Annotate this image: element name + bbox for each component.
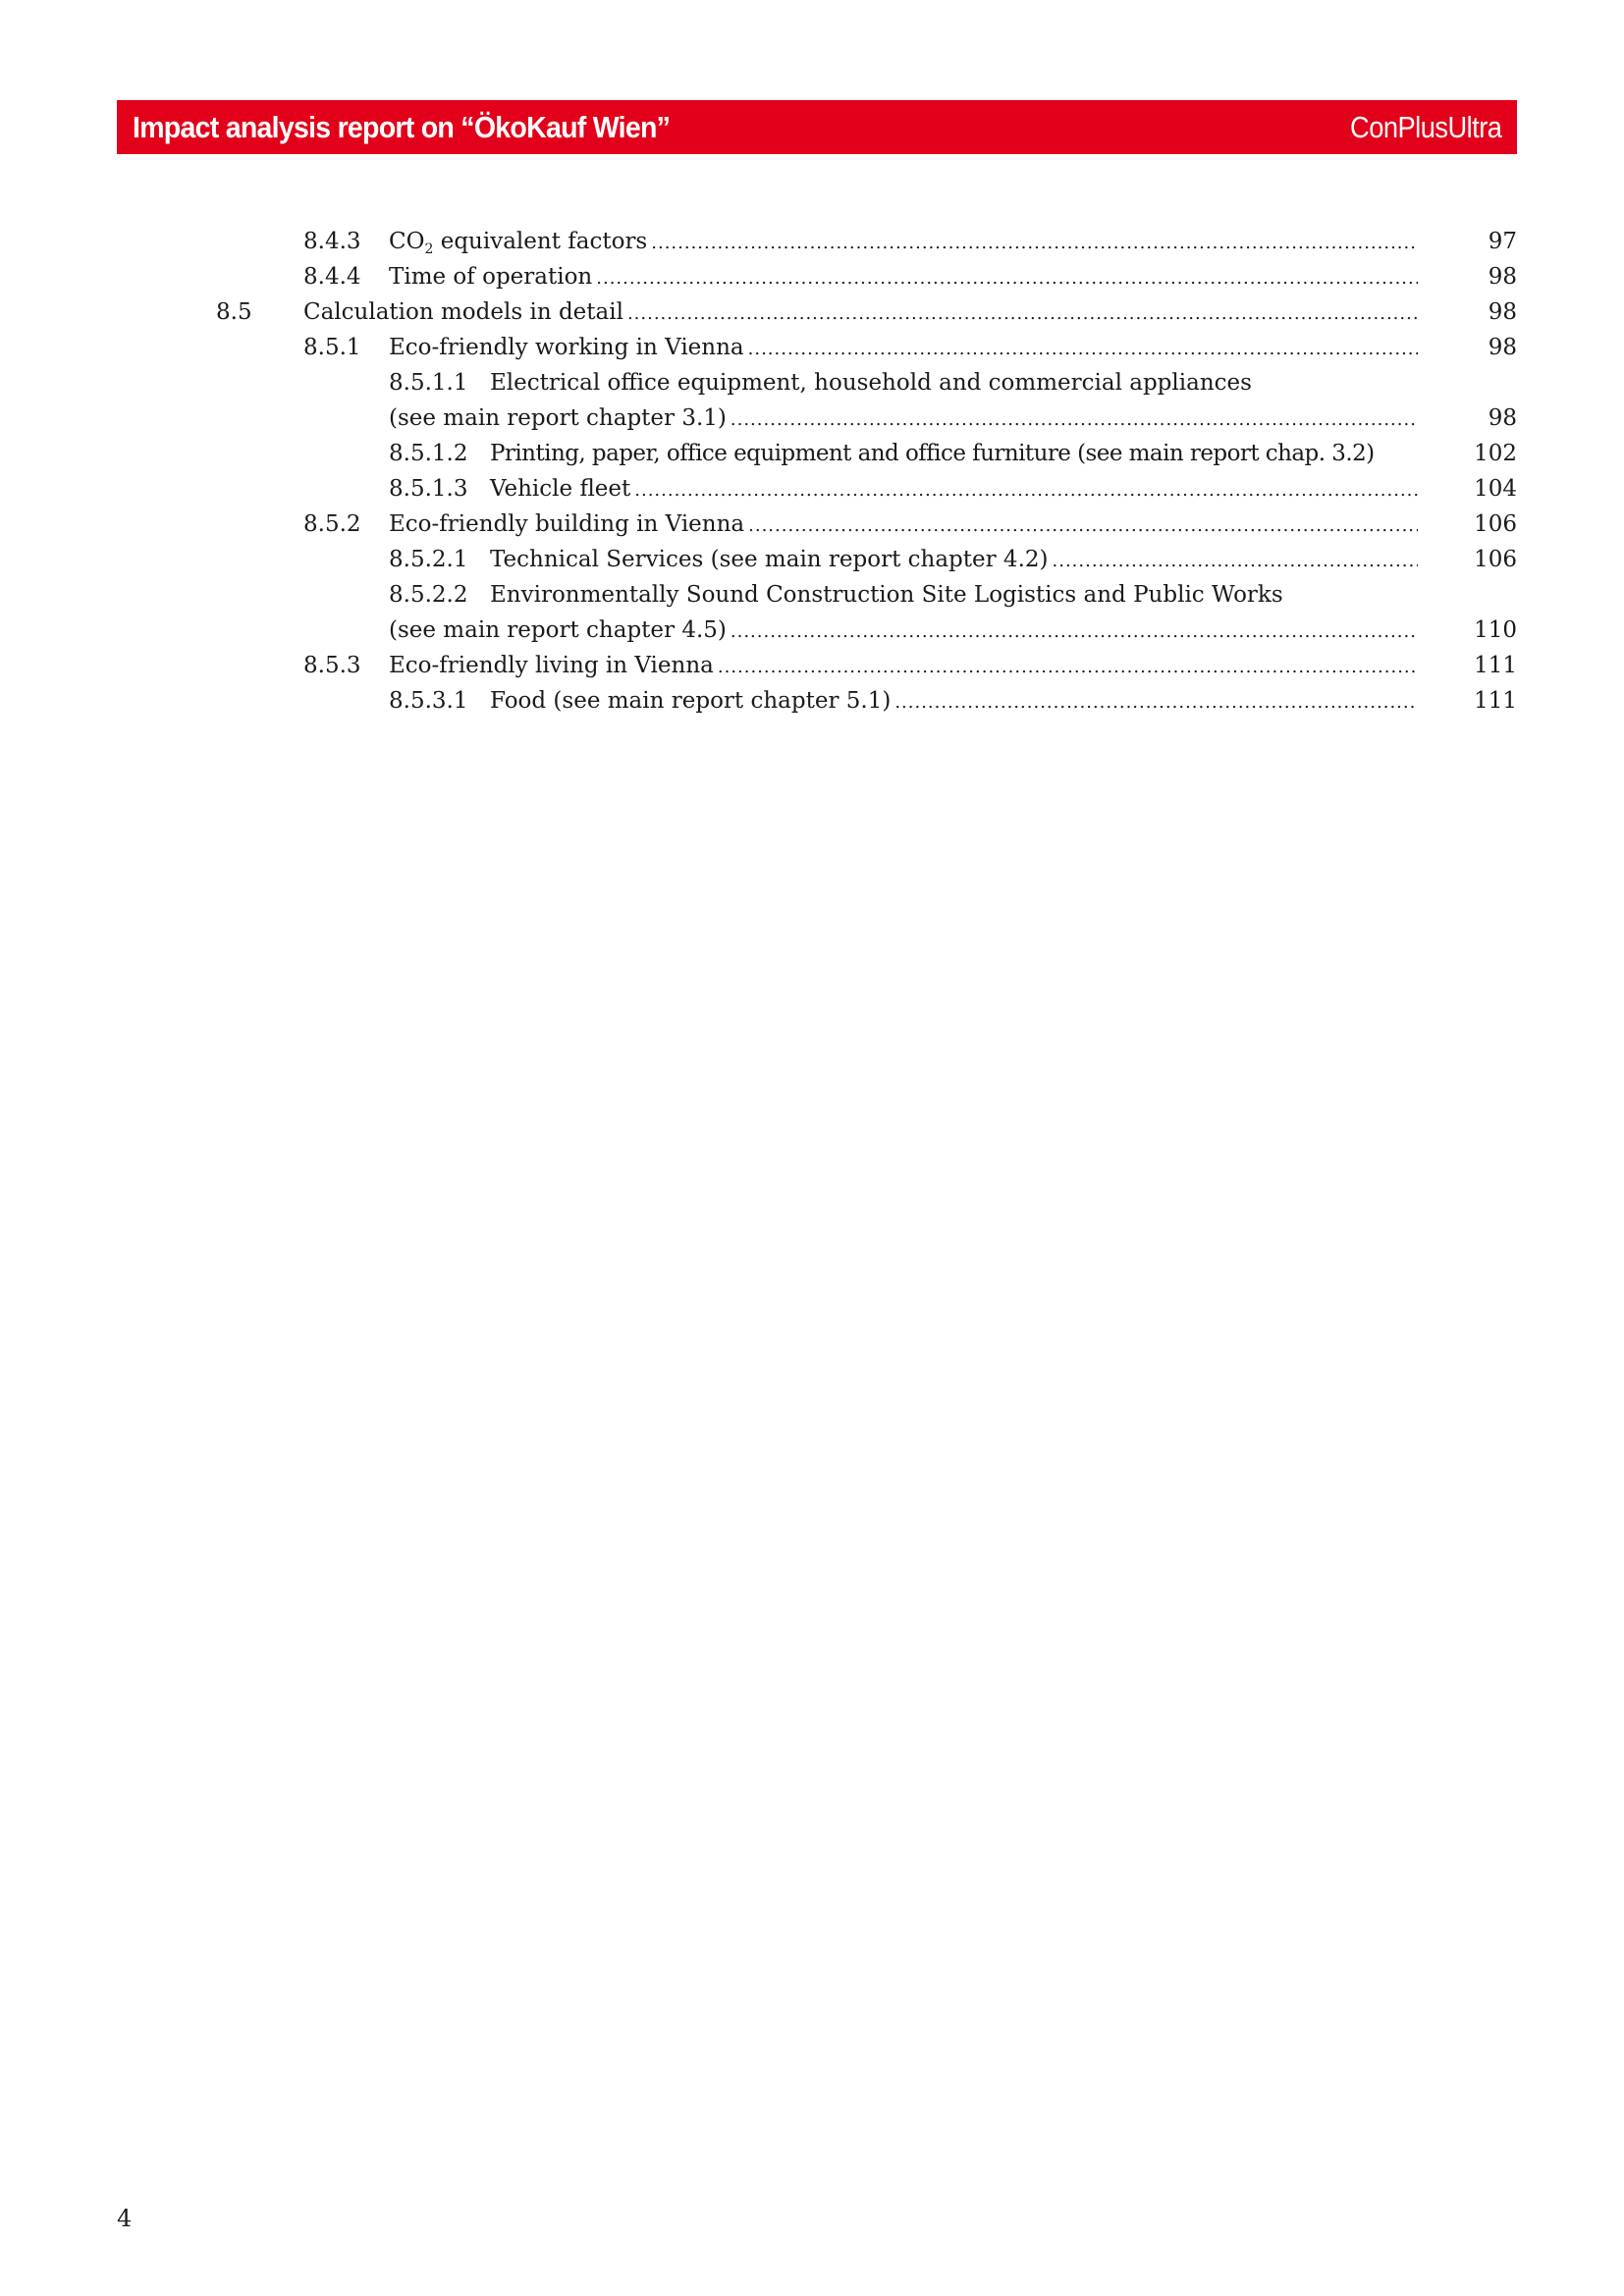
toc-page-number: 104 — [1474, 476, 1517, 502]
toc-entry-8-5[interactable] — [0, 296, 1517, 328]
toc-label: Electrical office equipment, household and commercial appliances — [490, 370, 1252, 396]
toc-number: 8.5.2.2 — [389, 582, 468, 608]
toc-entry-8-5-2-1[interactable] — [0, 544, 1517, 575]
toc-page-number: 106 — [1474, 511, 1517, 537]
dot-leader — [718, 652, 1418, 683]
toc-label: Printing, paper, office equipment and office furniture (see main report chap. 3.2) — [490, 441, 1375, 466]
dot-leader — [596, 263, 1418, 294]
dot-leader — [651, 228, 1418, 259]
toc-number: 8.5.2 — [303, 511, 361, 537]
toc-label-continued: (see main report chapter 3.1) — [389, 405, 727, 431]
dot-leader — [731, 404, 1418, 436]
toc-number: 8.5.1.3 — [389, 476, 468, 502]
toc-entry-8-4-3[interactable] — [0, 226, 1517, 257]
toc-label: Eco-friendly building in Vienna — [389, 511, 745, 537]
toc-number: 8.4.3 — [303, 229, 361, 254]
header-bar — [117, 100, 1517, 154]
toc-label: Technical Services (see main report chapter 4.2) — [490, 547, 1049, 572]
dot-leader — [731, 616, 1418, 648]
toc-label-continued: (see main report chapter 4.5) — [389, 617, 727, 643]
toc-number: 8.5 — [216, 299, 252, 325]
toc-number: 8.5.3 — [303, 653, 361, 678]
dot-leader — [627, 298, 1418, 330]
toc-number: 8.5.3.1 — [389, 688, 468, 714]
dot-leader — [1053, 546, 1419, 577]
dot-leader — [748, 510, 1418, 542]
toc-entry-8-5-1-3[interactable] — [0, 473, 1517, 505]
toc-label: $CO_2$ equivalent factors — [389, 229, 648, 257]
toc-page-number: 98 — [1488, 299, 1517, 325]
toc-number: 8.4.4 — [303, 264, 361, 290]
toc-entry-8-5-3-1[interactable] — [0, 685, 1517, 717]
toc-label: Environmentally Sound Construction Site Logistics and Public Works — [490, 582, 1283, 608]
toc-label: Eco-friendly working in Vienna — [389, 335, 744, 360]
toc-number: 8.5.1 — [303, 335, 361, 360]
toc-entry-8-5-1-2[interactable] — [0, 438, 1517, 469]
toc-page-number: 98 — [1488, 264, 1517, 290]
brand-name: ConPlusUltra — [1349, 110, 1501, 144]
toc-page-number: 97 — [1488, 229, 1517, 254]
toc-entry-8-4-4[interactable] — [0, 261, 1517, 293]
page-number: 4 — [117, 2205, 133, 2232]
toc-entry-8-5-1-1[interactable] — [0, 367, 1517, 399]
toc-entry-8-5-1-1-continued[interactable] — [0, 402, 1517, 434]
toc-entry-8-5-2-2-continued[interactable] — [0, 614, 1517, 646]
report-title: Impact analysis report on “ÖkoKauf Wien” — [133, 110, 671, 144]
toc-label: Eco-friendly living in Vienna — [389, 653, 714, 678]
toc-label: Time of operation — [389, 264, 593, 290]
dot-leader — [748, 334, 1418, 365]
toc-page-number: 110 — [1474, 617, 1517, 643]
toc-page-number: 98 — [1488, 335, 1517, 360]
toc-label: Calculation models in detail — [303, 299, 623, 325]
toc-page-number: 111 — [1474, 688, 1517, 714]
toc-entry-8-5-1[interactable] — [0, 332, 1517, 363]
dot-leader — [894, 687, 1418, 719]
toc-number: 8.5.1.1 — [389, 370, 468, 396]
toc-label: Food (see main report chapter 5.1) — [490, 688, 892, 714]
toc-number: 8.5.2.1 — [389, 547, 468, 572]
toc-page-number: 102 — [1474, 441, 1517, 466]
toc-entry-8-5-2[interactable] — [0, 508, 1517, 540]
toc-entry-8-5-2-2[interactable] — [0, 579, 1517, 611]
toc-page-number: 98 — [1488, 405, 1517, 431]
toc-page-number: 106 — [1474, 547, 1517, 572]
dot-leader — [634, 475, 1418, 507]
toc-page-number: 111 — [1474, 653, 1517, 678]
toc-number: 8.5.1.2 — [389, 441, 468, 466]
toc-label: Vehicle fleet — [490, 476, 631, 502]
toc-entry-8-5-3[interactable] — [0, 650, 1517, 681]
